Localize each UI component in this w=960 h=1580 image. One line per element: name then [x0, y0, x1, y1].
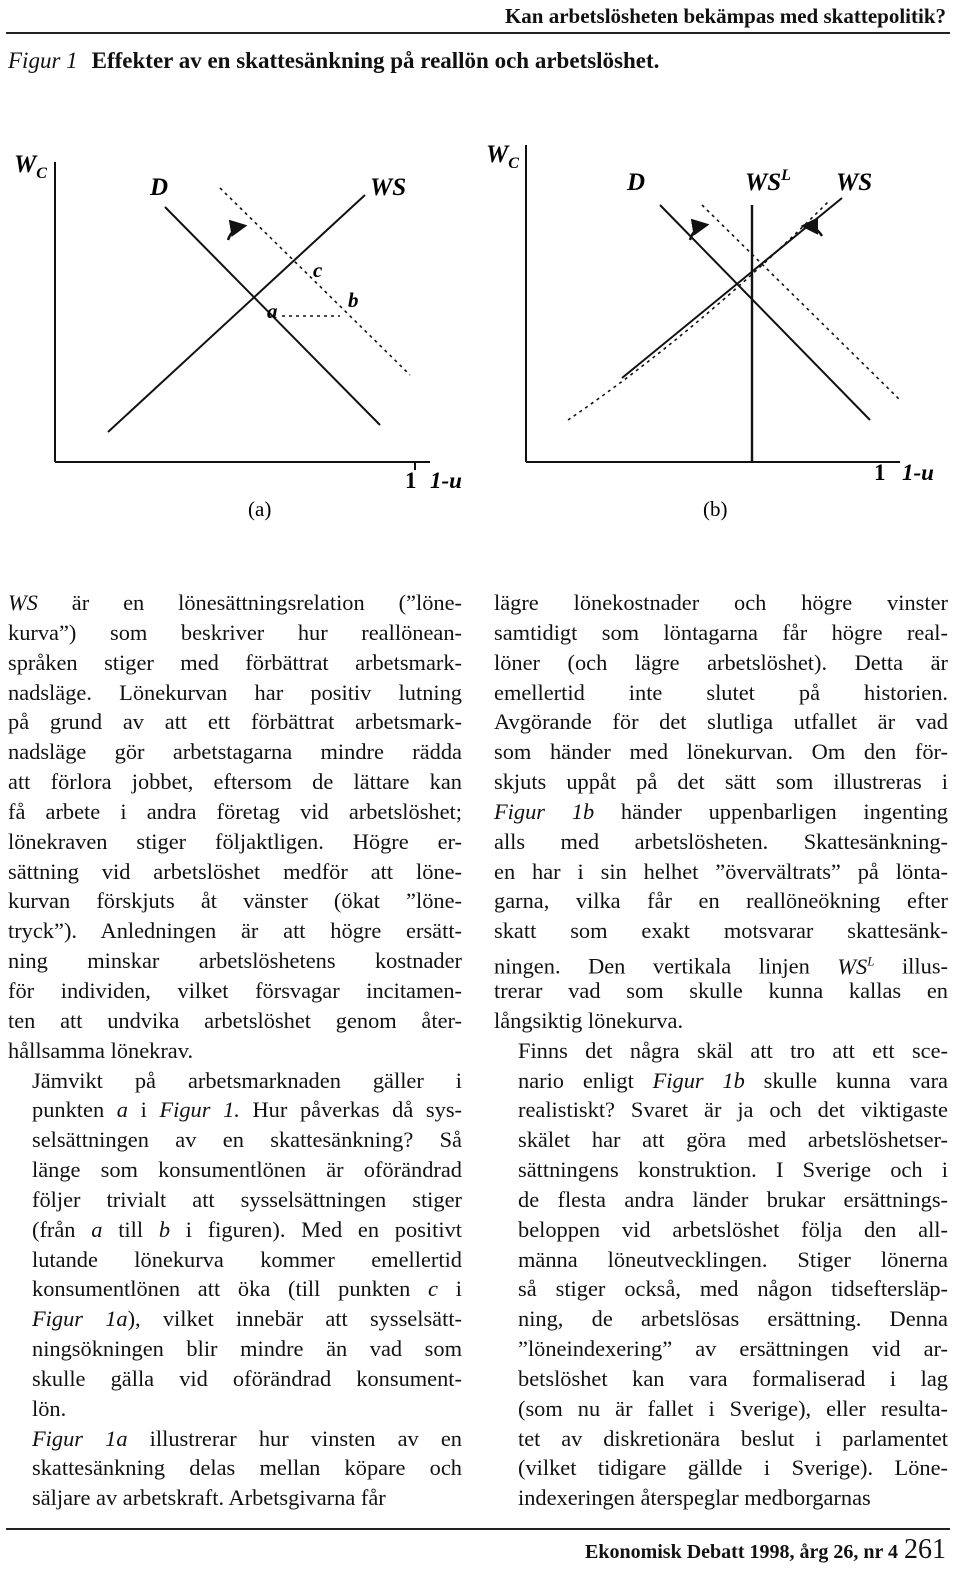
text-line: ”löneindexering” av ersättningen vid ar-	[518, 1336, 948, 1362]
running-title: Kan arbetslösheten bekämpas med skattepolitik?	[504, 4, 946, 28]
panel-b-wage-setting-curve	[622, 198, 842, 378]
text-line: Jämvikt på arbetsmarknaden gäller i	[32, 1067, 462, 1093]
panel-a-shift-arrow	[228, 226, 244, 240]
text-line: lägre lönekostnader och högre vinster	[494, 590, 948, 615]
panel-a-ws-label: WS	[370, 174, 407, 201]
text-line: (från a till b i figuren). Med en positivt	[32, 1216, 462, 1242]
figure-label: Figur 1	[8, 48, 78, 73]
panel-a-caption: (a)	[248, 497, 272, 521]
text-line: få arbete i andra företag vid arbetslöshet;	[8, 798, 462, 824]
text-line: lutande lönekurva kommer emellertid	[32, 1246, 462, 1272]
text-line: Avgörande för det slutliga utfallet är vad	[494, 709, 948, 735]
footer-rule	[6, 1528, 950, 1530]
text-line: Figur 1b händer uppenbarligen ingenting	[494, 798, 948, 824]
text-line: skjuts uppåt på det sätt som illustreras i	[494, 769, 948, 795]
text-line: nadsläge gör arbetstagarna mindre rädda	[8, 739, 462, 765]
text-line: länge som konsumentlönen är oförändrad	[32, 1157, 462, 1183]
text-line: ning minskar arbetslöshetens kostnader	[8, 948, 462, 974]
point-a-label: a	[267, 299, 278, 323]
text-line: ningsökningen blir mindre än vad som	[32, 1336, 462, 1362]
text-line: skattesänkning delas mellan köpare och	[32, 1455, 462, 1481]
text-line: realistiskt? Svaret är ja och det viktigaste	[518, 1097, 948, 1123]
text-line: skulle gälla vid oförändrad konsument-	[32, 1365, 462, 1391]
text-line: konsumentlönen att öka (till punkten c i	[32, 1276, 462, 1302]
text-line: kurvan förskjuts åt vänster (ökat ”löne-	[8, 888, 462, 914]
text-line: tet av diskretionära beslut i parlamentet	[518, 1425, 948, 1451]
journal-citation: Ekonomisk Debatt 1998, årg 26, nr 4	[585, 1541, 898, 1563]
text-line: sättning vid arbetslöshet medför att löne-	[8, 858, 462, 884]
text-line: på grund av att ett förbättrat arbetsmark-	[8, 709, 462, 735]
panel-a-x-axis-label: 1-u	[430, 468, 462, 493]
text-line: punkten a i Figur 1. Hur påverkas då sys-	[32, 1097, 463, 1123]
text-line: lön.	[32, 1395, 67, 1421]
paragraph	[494, 1036, 948, 1514]
text-line: garna, vilka får en reallöneökning efter	[494, 888, 948, 914]
panel-b-shifted-demand-curve	[702, 205, 900, 400]
panel-a-wage-setting-curve	[108, 195, 365, 432]
panel-b-shifted-curve-low	[568, 200, 830, 420]
panel-b-demand-label: D	[627, 169, 646, 196]
point-b-label: b	[348, 288, 359, 312]
text-column-right	[494, 588, 948, 1513]
text-column-left	[8, 588, 462, 1513]
text-line: som händer med lönekurvan. Om den för-	[494, 739, 948, 765]
text-line: för individen, vilket försvagar incitamen-	[8, 977, 462, 1003]
text-line: tryck”). Anledningen är att högre ersätt-	[8, 918, 462, 944]
paragraph	[494, 588, 948, 1036]
panel-a-y-axis-label: $W_C$	[14, 151, 47, 182]
text-line: hållsamma lönekrav.	[8, 1037, 194, 1063]
text-line: nadsläge. Lönekurvan har positiv lutning	[8, 679, 462, 705]
text-line: så stiger också, med någon tidseftersläp-	[518, 1276, 948, 1302]
panel-b-x-axis-label: 1-u	[902, 460, 934, 485]
page-footer	[585, 1534, 946, 1566]
panel-a-x-mark-1: 1	[405, 468, 417, 493]
text-line: de flesta andra länder brukar ersättnings-	[518, 1186, 948, 1212]
text-line: emellertid inte slutet på historien.	[494, 679, 948, 705]
panel-b-ws-label: WS	[836, 169, 873, 196]
text-line: samtidigt som löntagarna får högre real-	[494, 619, 948, 645]
text-line: ten att undvika arbetslöshet genom åter-	[8, 1007, 462, 1033]
text-line: en har i sin helhet ”övervältrats” på lönta-	[494, 858, 948, 884]
text-line: säljare av arbetskraft. Arbetsgivarna får	[32, 1485, 386, 1511]
text-line: följer trivialt att sysselsättningen stiger	[32, 1186, 462, 1212]
text-line: (vilket tidigare gällde i Sverige). Löne-	[518, 1455, 948, 1481]
paragraph	[8, 1424, 462, 1514]
panel-b-caption: (b)	[703, 497, 728, 521]
text-line: WS är en lönesättningsrelation (”löne-	[8, 590, 462, 615]
text-line: Finns det några skäl att tro att ett sce-	[518, 1037, 948, 1063]
paragraph	[8, 588, 462, 1066]
point-c-label: c	[313, 258, 323, 282]
text-line: selsättningen av en skattesänkning? Så	[32, 1127, 462, 1153]
text-line: alls med arbetslösheten. Skattesänkning-	[494, 828, 948, 854]
text-line: långsiktig lönekurva.	[494, 1007, 684, 1033]
text-line: beloppen vid arbetslöshet följa den all-	[518, 1216, 948, 1242]
text-line: männa löneutvecklingen. Stiger lönerna	[518, 1246, 948, 1272]
text-line: lönekraven stiger följaktligen. Högre er-	[8, 828, 462, 854]
panel-a	[14, 151, 462, 521]
text-line: Figur 1a illustrerar hur vinsten av en	[32, 1425, 462, 1451]
panel-b-y-axis-label: $W_C$	[486, 141, 519, 172]
page-number: 261	[904, 1534, 946, 1565]
panel-b	[486, 141, 934, 521]
text-line: att förlora jobbet, eftersom de lättare kan	[8, 769, 462, 795]
text-line: skatt som exakt motsvarar skattesänk-	[494, 918, 948, 944]
text-line: sättningens konstruktion. I Sverige och i	[518, 1157, 948, 1183]
paragraph	[8, 1066, 462, 1424]
text-line: (som nu är fallet i Sverige), eller resulta-	[518, 1395, 948, 1421]
panel-a-demand-label: D	[150, 174, 169, 201]
text-line: löner (och lägre arbetslöshet). Detta är	[494, 649, 948, 675]
text-line: kurva”) som beskriver hur reallönean-	[8, 619, 462, 645]
text-line: indexeringen återspeglar medborgarnas	[518, 1485, 871, 1511]
panel-b-x-mark-1: 1	[874, 460, 886, 485]
text-line: nario enligt Figur 1b skulle kunna vara	[518, 1067, 948, 1093]
text-line: betslöshet kan vara formaliserad i lag	[518, 1365, 948, 1391]
text-line: trerar vad som skulle kunna kallas en	[494, 977, 948, 1003]
panel-b-wsl-label: $WS^L$	[745, 167, 791, 196]
text-line: ningen. Den vertikala linjen $WS^L$ illus-	[494, 953, 948, 979]
text-line: Figur 1a), vilket innebär att sysselsätt-	[32, 1306, 462, 1332]
figure-title: Effekter av en skattesänkning på reallön och arbetslöshet.	[91, 48, 660, 73]
text-line: skälet har att göra med arbetslöshetser-	[518, 1127, 948, 1153]
figure-1	[0, 0, 960, 540]
text-line: ning, de arbetslösas ersättning. Denna	[518, 1306, 948, 1332]
text-line: språken stiger med förbättrat arbetsmark-	[8, 649, 462, 675]
